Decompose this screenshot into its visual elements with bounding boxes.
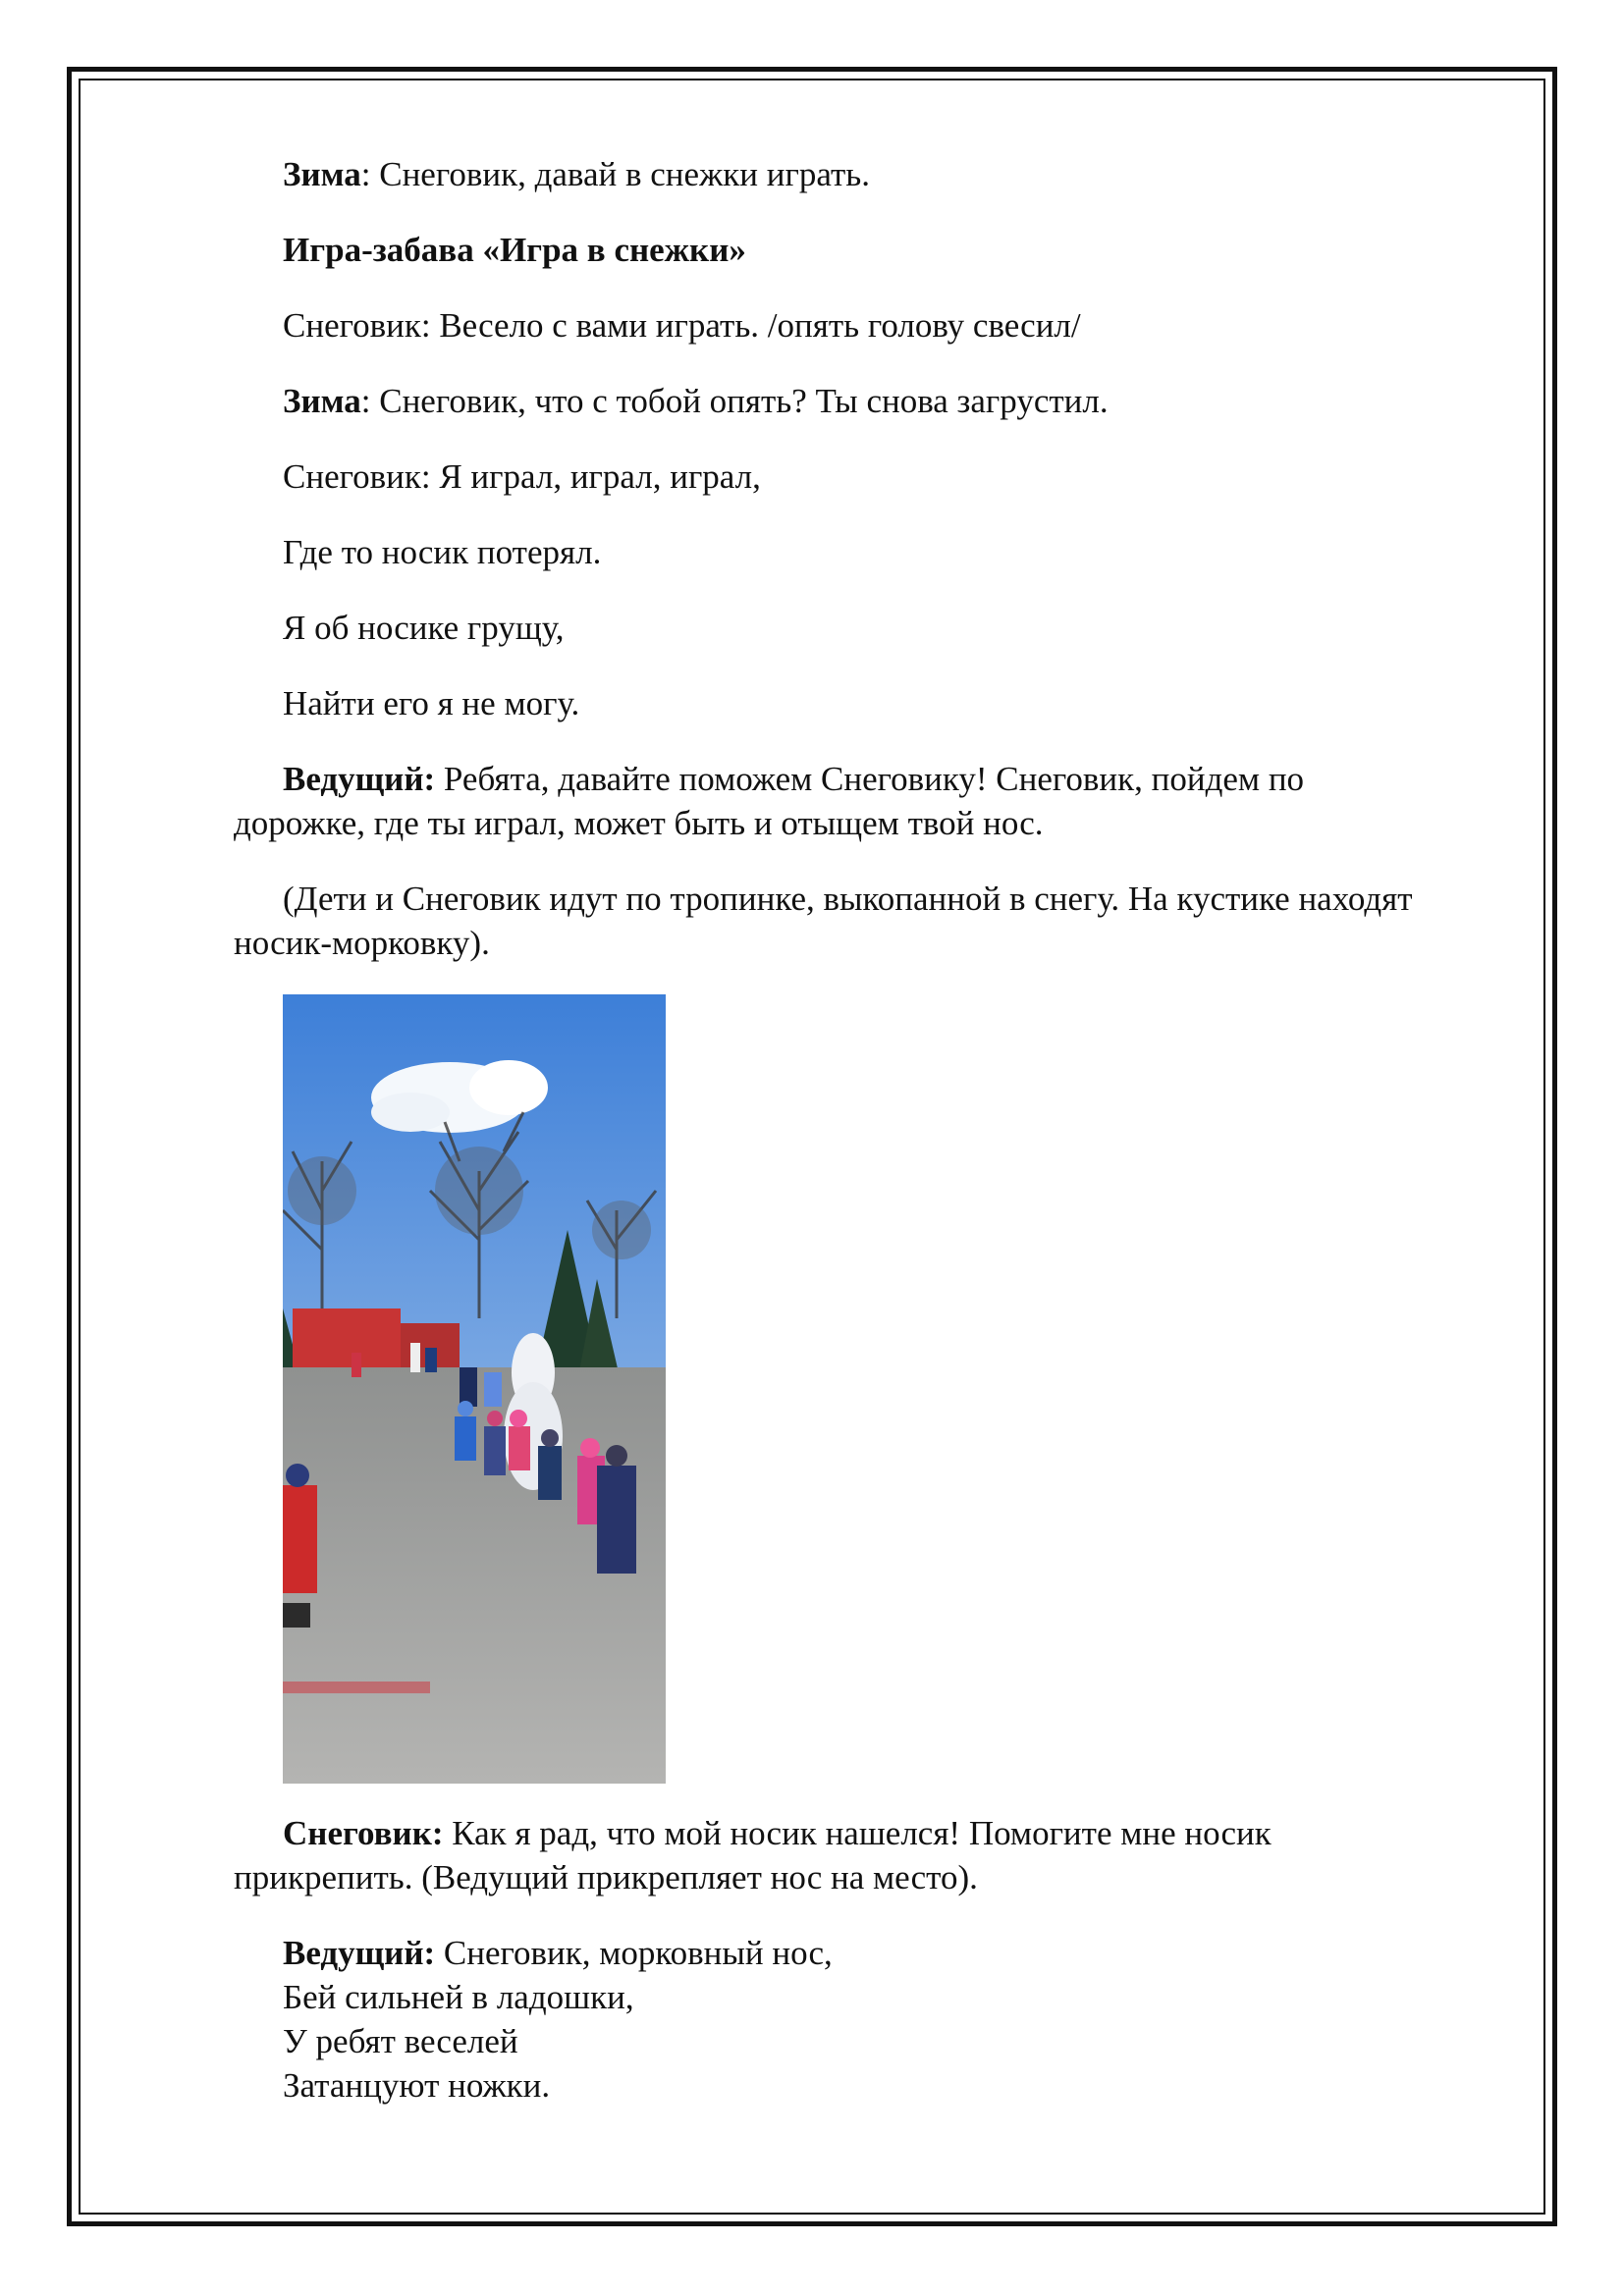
verse-line-2: Где то носик потерял. [283, 533, 602, 571]
paragraph-host-1 [234, 757, 1432, 845]
dialog-text: : Снеговик, давай в снежки играть. [360, 155, 870, 193]
verse-line-3: Я об носике грущу, [283, 609, 565, 647]
photo-children-snow-maiden [283, 994, 666, 1784]
verse-line-5: Бей сильней в ладошки, [283, 1978, 634, 2016]
paragraph-snowman-2 [234, 1811, 1432, 1899]
dialog-text: Ребята, давайте поможем Снеговику! Снеговик, пойдем по дорожке, где ты играл, может быть и отыщем твой нос. [234, 760, 1305, 842]
paragraph-stage-direction: (Дети и Снеговик идут по тропинке, выкопанной в снегу. На кустике находят носик-морковку). [234, 880, 1413, 962]
verse-line-6: У ребят веселей [283, 2022, 518, 2060]
dialog-text: Как я рад, что мой носик нашелся! Помогите мне носик прикрепить. (Ведущий прикрепляет нос на место). [234, 1814, 1272, 1896]
speaker-label: Зима [283, 155, 361, 193]
verse-line-7: Затанцуют ножки. [283, 2066, 551, 2105]
dialog-text: : Снеговик, что с тобой опять? Ты снова загрустил. [360, 382, 1109, 420]
paragraph-host-2 [234, 1931, 1432, 1975]
verse-line-4: Найти его я не могу. [283, 684, 580, 722]
verse-line-1: Снеговик: Я играл, играл, играл, [283, 457, 761, 496]
document-body [234, 152, 1432, 2108]
paragraph-snowman-1: Снеговик: Весело с вами играть. /опять голову свесил/ [283, 306, 1081, 345]
dialog-text: Снеговик, морковный нос, [435, 1934, 833, 1972]
speaker-label: Снеговик: [283, 1814, 444, 1852]
speaker-label: Зима [283, 382, 361, 420]
speaker-label: Ведущий: [283, 760, 436, 798]
game-heading: Игра-забава «Игра в снежки» [283, 231, 746, 269]
paragraph-zima-1 [234, 152, 1432, 196]
speaker-label: Ведущий: [283, 1934, 436, 1972]
paragraph-zima-2 [234, 379, 1432, 423]
